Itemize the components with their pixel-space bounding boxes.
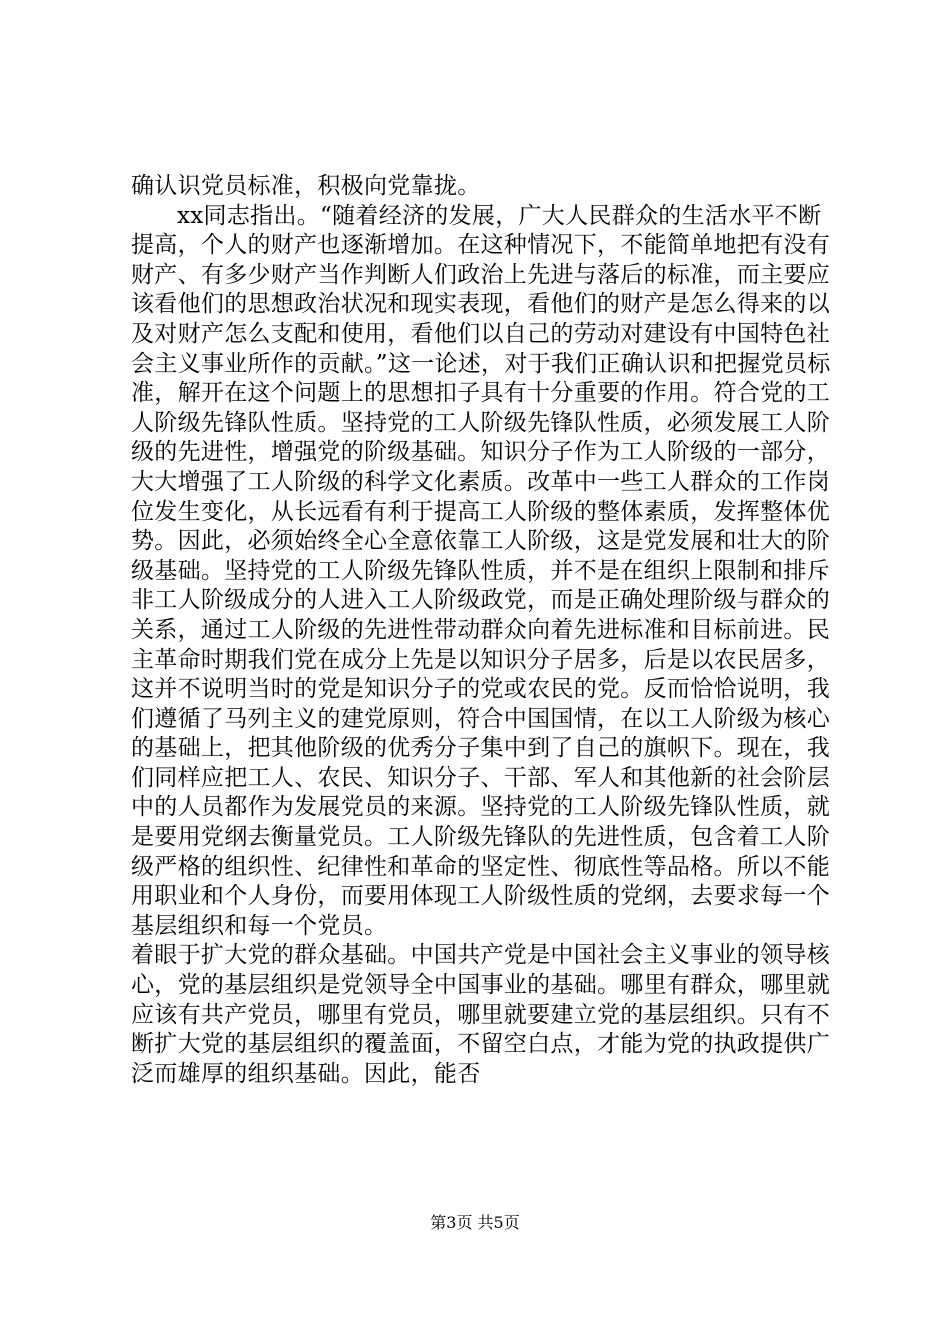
document-body [131, 172, 831, 1089]
paragraph-2: xx同志指出。“随着经济的发展，广大人民群众的生活水平不断提高，个人的财产也逐渐增加。在这种情况下，不能简单地把有没有财产、有多少财产当作判断人们政治上先进与落后的标准，而主要应该看他们的思想政治状况和现实表现，看他们的财产是怎么得来的以及对财产怎么支配和使用，看他们以自己的劳动对建设有中国特色社会主义事业所作的贡献。”这一论述，对于我们正确认识和把握党员标准，解开在这个问题上的思想扣子具有十分重要的作用。符合党的工人阶级先锋队性质。坚持党的工人阶级先锋队性质，必须发展工人阶级的先进性，增强党的阶级基础。知识分子作为工人阶级的一部分，大大增强了工人阶级的科学文化素质。改革中一些工人群众的工作岗位发生变化，从长远看有利于提高工人阶级的整体素质，发挥整体优势。因此，必须始终全心全意依靠工人阶级，这是党发展和壮大的阶级基础。坚持党的工人阶级先锋队性质，并不是在组织上限制和排斥非工人阶级成分的人进入工人阶级政党，而是正确处理阶级与群众的关系，通过工人阶级的先进性带动群众向着先进标准和目标前进。民主革命时期我们党在成分上先是以知识分子居多，后是以农民居多，这并不说明当时的党是知识分子的党或农民的党。反而恰恰说明，我们遵循了马列主义的建党原则，符合中国国情，在以工人阶级为核心的基础上，把其他阶级的优秀分子集中到了自己的旗帜下。现在，我们同样应把工人、农民、知识分子、干部、军人和其他新的社会阶层中的人员都作为发展党员的来源。坚持党的工人阶级先锋队性质，就是要用党纲去衡量党员。工人阶级先锋队的先进性质，包含着工人阶级严格的组织性、纪律性和革命的坚定性、彻底性等品格。所以不能用职业和个人身份，而要用体现工人阶级性质的党纲，去要求每一个基层组织和每一个党员。 [131, 202, 831, 939]
page-number-label: 第3页 共5页 [430, 1213, 520, 1232]
paragraph-3: 着眼于扩大党的群众基础。中国共产党是中国社会主义事业的领导核心，党的基层组织是党领导全中国事业的基础。哪里有群众，哪里就应该有共产党员，哪里有党员，哪里就要建立党的基层组织。只有不断扩大党的基层组织的覆盖面，不留空白点，才能为党的执政提供广泛而雄厚的组织基础。因此，能否 [131, 942, 830, 1087]
page-footer [0, 1212, 950, 1234]
paragraph-1: 确认识党员标准，积极向党靠拢。 [131, 173, 481, 199]
